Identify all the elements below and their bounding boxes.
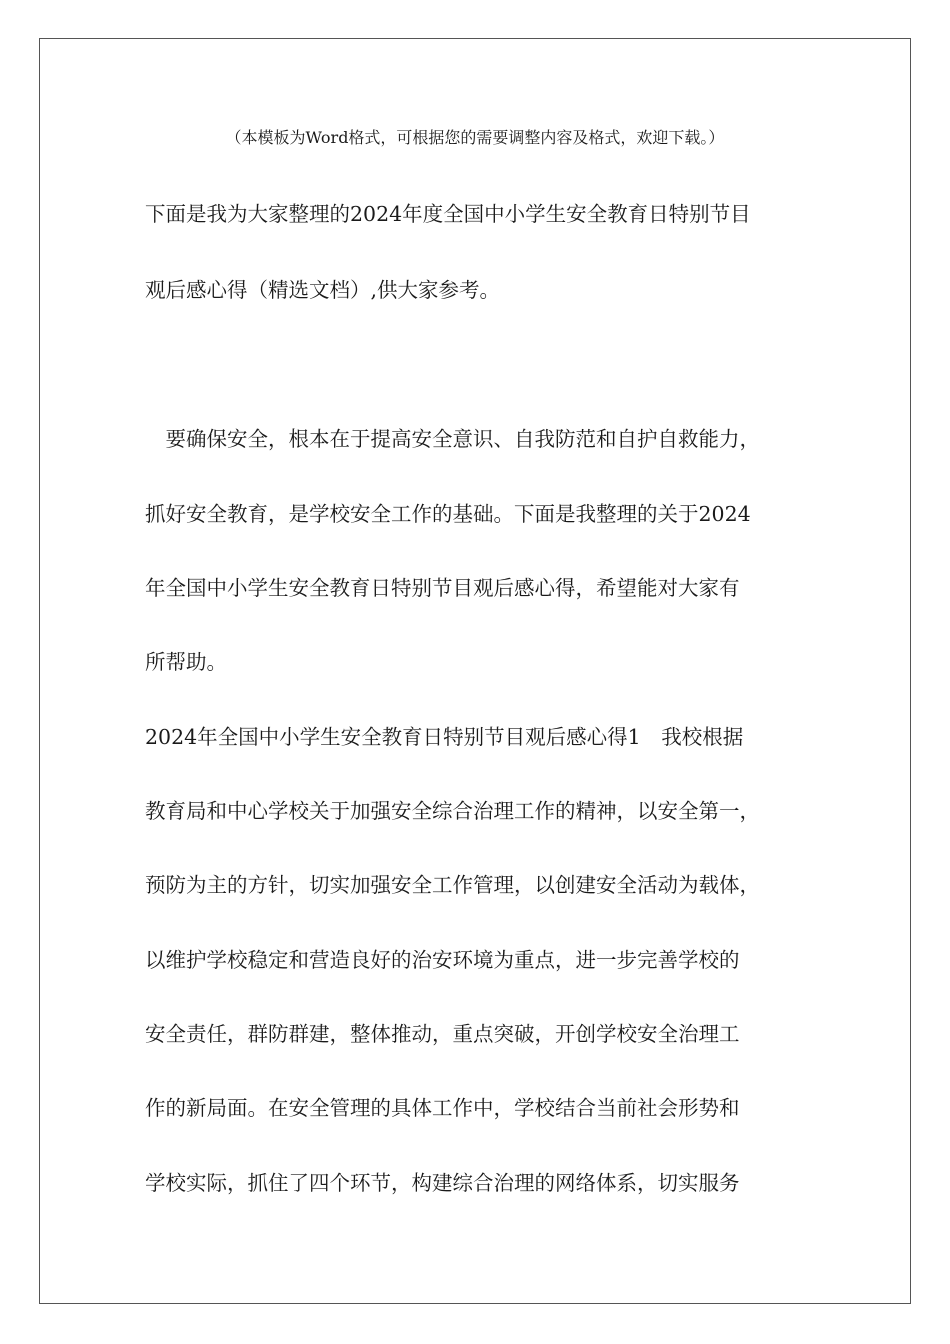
section-line-1: 2024年全国中小学生安全教育日特别节目观后感心得1 我校根据 [145,725,744,749]
intro-line-2: 观后感心得（精选文档）,供大家参考。 [145,278,501,302]
paragraph-line-2: 抓好安全教育，是学校安全工作的基础。下面是我整理的关于2024 [145,502,751,526]
section-line-4: 以维护学校稳定和营造良好的治安环境为重点，进一步完善学校的 [145,948,740,972]
section-line-7: 学校实际，抓住了四个环节，构建综合治理的网络体系，切实服务 [145,1171,740,1195]
section-line-2: 教育局和中心学校关于加强安全综合治理工作的精神，以安全第一， [145,799,760,823]
section-line-6: 作的新局面。在安全管理的具体工作中，学校结合当前社会形势和 [145,1096,740,1120]
paragraph-line-4: 所帮助。 [145,650,227,674]
section-line-5: 安全责任，群防群建，整体推动，重点突破，开创学校安全治理工 [145,1022,740,1046]
template-notice: （本模板为Word格式，可根据您的需要调整内容及格式，欢迎下载。） [225,128,725,147]
intro-line-1: 下面是我为大家整理的2024年度全国中小学生安全教育日特别节目 [145,202,751,226]
paragraph-line-3: 年全国中小学生安全教育日特别节目观后感心得，希望能对大家有 [145,576,740,600]
section-line-3: 预防为主的方针，切实加强安全工作管理，以创建安全活动为载体， [145,873,760,897]
paragraph-line-1: 要确保安全，根本在于提高安全意识、自我防范和自护自救能力， [145,427,760,451]
